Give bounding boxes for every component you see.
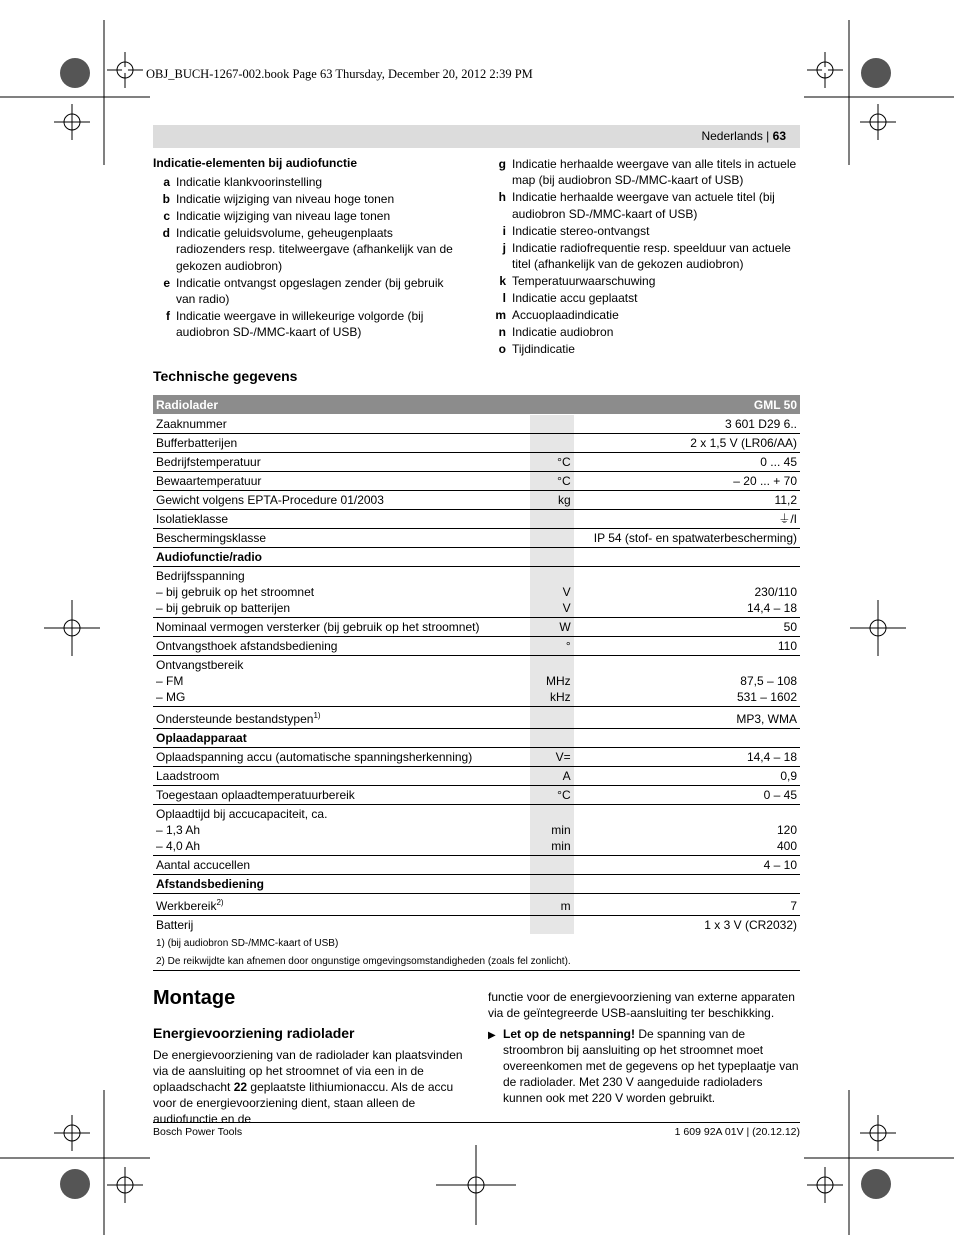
row-unit <box>530 875 574 894</box>
indicator-text: Indicatie wijziging van niveau lage tonen <box>176 208 391 223</box>
row-value: 1 x 3 V (CR2032) <box>704 918 797 932</box>
row-label-text: Audiofunctie/radio <box>156 550 262 564</box>
row-sub-unit: min <box>551 839 571 853</box>
footnote-text: 2) De reikwijdte kan afnemen door ongunstige omgevingsomstandigheden (zoals fel zonlicht). <box>153 952 800 971</box>
row-label-text: Bewaartemperatuur <box>156 474 262 488</box>
row-label-text: Ontvangsthoek afstandsbediening <box>156 639 338 653</box>
table-row <box>153 434 800 453</box>
tech-data-title: Technische gegevens <box>153 368 298 384</box>
table-section-row <box>153 548 800 567</box>
table-row <box>153 767 800 786</box>
footer-left: Bosch Power Tools <box>153 1126 243 1138</box>
header-language: Nederlands | 63 <box>701 129 786 143</box>
row-sub-label: – bij gebruik op batterijen <box>156 601 291 615</box>
indicator-text: Accuoplaadindicatie <box>512 307 619 322</box>
header-unit <box>530 395 574 415</box>
row-value: 110 <box>574 637 800 656</box>
footnote-text: 1) (bij audiobron SD-/MMC-kaart of USB) <box>156 938 339 949</box>
row-unit <box>530 567 574 618</box>
row-label <box>153 916 530 935</box>
row-sub-label: – 1,3 Ah <box>156 823 201 837</box>
row-group-label: Ontvangstbereik <box>156 658 244 672</box>
row-label-text: Laadstroom <box>156 769 220 783</box>
row-label-text: Isolatieklasse <box>156 512 229 526</box>
row-unit <box>530 548 574 567</box>
indicator-key: b <box>162 191 170 206</box>
row-value: 0 – 45 <box>574 786 800 805</box>
row-value: 2 x 1,5 V (LR06/AA) <box>574 434 800 453</box>
footer-rule <box>153 1122 800 1123</box>
indicator-item <box>145 208 465 224</box>
page-number: 63 <box>772 129 786 143</box>
energy-supply-paragraph: De energievoorziening van de radiolader kan plaatsvinden via de aansluiting op het stroomnet of via een in de oplaadschacht 22 geplaatste lithiumionaccu. Als de accu voor de energievoorziening dient, staan alleen de audiofunctie en de <box>153 1048 463 1126</box>
row-label-text: Ondersteunde bestandstypen <box>156 712 314 726</box>
row-sub-value: 400 <box>776 839 797 853</box>
row-label-text: Nominaal vermogen versterker (bij gebruik op het stroomnet) <box>156 620 480 634</box>
row-unit <box>530 529 574 548</box>
indicator-item <box>481 156 801 189</box>
row-unit <box>530 434 574 453</box>
row-label <box>153 656 530 707</box>
row-sub-label: – FM <box>156 674 184 688</box>
row-label <box>153 453 530 472</box>
row-label <box>153 767 530 786</box>
energy-supply-paragraph-cont: functie voor de energievoorziening van externe apparaten via de geïntegreerde USB-aansluiting ter beschikking. <box>488 990 795 1020</box>
table-row <box>153 856 800 875</box>
row-label <box>153 415 530 434</box>
header-value: GML 50 <box>574 395 800 415</box>
row-label <box>153 618 530 637</box>
row-unit: ° <box>530 637 574 656</box>
indicator-item <box>481 273 801 289</box>
footer-right: 1 609 92A 01V | (20.12.12) <box>674 1126 800 1138</box>
table-row <box>153 472 800 491</box>
indicator-text: Indicatie wijziging van niveau hoge tonen <box>176 191 395 206</box>
row-sub-value: 230/110 <box>754 585 797 599</box>
row-label <box>153 637 530 656</box>
table-footnote <box>153 934 800 952</box>
footnote-ref: 2) <box>216 898 224 907</box>
row-sub-label: – 4,0 Ah <box>156 839 201 853</box>
row-unit: W <box>530 618 574 637</box>
row-label <box>153 786 530 805</box>
indicator-item <box>481 223 801 239</box>
row-label <box>153 707 530 729</box>
row-sub-unit: MHz <box>545 674 571 688</box>
indicator-text: Indicatie ontvangst opgeslagen zender (bij gebruik van radio) <box>176 275 444 306</box>
indicator-key: n <box>498 324 506 339</box>
row-value: IP 54 (stof- en spatwaterbescherming) <box>574 529 800 548</box>
row-label <box>153 805 530 856</box>
indicator-key: l <box>502 290 506 305</box>
row-label-text: Bedrijfstemperatuur <box>156 455 261 469</box>
row-label <box>153 510 530 529</box>
row-value: MP3, WMA <box>574 707 800 729</box>
bullet-arrow-icon: ▶ <box>488 1030 496 1041</box>
indicator-item <box>145 308 465 341</box>
indicator-item <box>145 174 465 190</box>
row-label-text: Bufferbatterijen <box>156 436 238 450</box>
row-value: 14,4 – 18 <box>574 748 800 767</box>
table-row <box>153 618 800 637</box>
indicator-key: c <box>163 208 170 223</box>
row-sub-unit: kHz <box>549 690 571 704</box>
indicator-item <box>481 341 801 357</box>
row-unit <box>530 707 574 729</box>
row-value <box>574 656 800 707</box>
row-unit <box>530 805 574 856</box>
row-value: 0 ... 45 <box>574 453 800 472</box>
indicator-text: Tijdindicatie <box>512 341 575 356</box>
table-row <box>153 786 800 805</box>
row-label <box>153 472 530 491</box>
table-row <box>153 510 800 529</box>
indicator-text: Indicatie geluidsvolume, geheugenplaats radiozenders resp. titelweergave (afhankelijk van de gekozen audiobron) <box>176 225 453 273</box>
row-value <box>574 548 800 567</box>
indicator-item <box>481 240 801 273</box>
row-value <box>574 567 800 618</box>
row-group-label: Oplaadtijd bij accucapaciteit, ca. <box>156 807 328 821</box>
indicator-key: f <box>166 308 170 323</box>
montage-title: Montage <box>153 987 236 1009</box>
table-row <box>153 529 800 548</box>
row-sub-value: 531 – 1602 <box>736 690 797 704</box>
row-unit: kg <box>530 491 574 510</box>
row-value: 4 – 10 <box>574 856 800 875</box>
tech-data-table <box>153 395 800 971</box>
indicator-text: Indicatie klankvoorinstelling <box>176 175 323 189</box>
row-sub-unit: min <box>551 823 571 837</box>
indicator-item <box>481 324 801 340</box>
indicator-text: Indicatie audiobron <box>512 324 614 339</box>
table-footnote <box>153 952 800 971</box>
row-sub-label: – MG <box>156 690 186 704</box>
page-header-bar <box>153 125 800 148</box>
row-unit: °C <box>530 453 574 472</box>
energy-supply-title: Energievoorziening radiolader <box>153 1025 355 1041</box>
row-label-text: Oplaadapparaat <box>156 731 247 745</box>
row-label-text: Toegestaan oplaadtemperatuurbereik <box>156 788 355 802</box>
indicator-key: e <box>163 275 170 290</box>
table-section-row <box>153 875 800 894</box>
row-label <box>153 548 530 567</box>
row-label-text: Gewicht volgens EPTA-Procedure 01/2003 <box>156 493 384 507</box>
row-value: – 20 ... + 70 <box>574 472 800 491</box>
indicator-item <box>481 307 801 323</box>
row-value: 7 <box>574 894 800 916</box>
indicators-title: Indicatie-elementen bij audiofunctie <box>153 156 358 170</box>
table-row <box>153 567 800 618</box>
row-unit: °C <box>530 786 574 805</box>
indicator-text: Indicatie accu geplaatst <box>512 290 638 305</box>
indicator-text: Indicatie weergave in willekeurige volgorde (bij audiobron SD-/MMC-kaart of USB) <box>176 308 424 340</box>
indicator-item <box>481 290 801 306</box>
row-unit <box>530 916 574 935</box>
row-value: ⏚/I <box>574 510 800 529</box>
indicator-key: a <box>163 175 170 189</box>
row-label-text: Zaaknummer <box>156 417 227 431</box>
book-info-line: OBJ_BUCH-1267-002.book Page 63 Thursday, December 20, 2012 2:39 PM <box>146 67 533 81</box>
indicator-text: Indicatie herhaalde weergave van actuele titel (bij audiobron SD-/MMC-kaart of USB) <box>512 190 775 221</box>
indicator-key: o <box>498 341 506 356</box>
row-sub-value: 14,4 – 18 <box>746 601 797 615</box>
row-label <box>153 875 530 894</box>
row-label-text: Aantal accucellen <box>156 858 251 872</box>
row-value <box>574 729 800 748</box>
indicator-key: m <box>495 307 506 322</box>
row-unit: °C <box>530 472 574 491</box>
indicator-item <box>481 189 801 222</box>
indicator-text: Temperatuurwaarschuwing <box>512 273 656 288</box>
table-row <box>153 491 800 510</box>
table-row <box>153 916 800 935</box>
indicator-item <box>145 225 465 274</box>
row-label <box>153 529 530 548</box>
table-row <box>153 748 800 767</box>
indicator-key: k <box>499 273 506 288</box>
row-unit <box>530 656 574 707</box>
indicators-list-left <box>145 174 465 341</box>
mains-voltage-warning: ▶ Let op de netspanning! De spanning van de stroombron bij aansluiting op het stroomnet moet overeenkomen met de gegevens op het typeplaatje van de radiolader. Met 230 V aangeduide radioladers kunnen ook met 220 V worden gebruikt. <box>488 1027 799 1105</box>
indicator-key: g <box>498 157 506 171</box>
table-header-row <box>153 395 800 415</box>
indicator-key: i <box>502 223 506 238</box>
row-label <box>153 748 530 767</box>
row-label <box>153 729 530 748</box>
row-unit: V= <box>530 748 574 767</box>
row-sub-unit: V <box>562 585 571 599</box>
row-unit <box>530 729 574 748</box>
row-sub-unit: V <box>562 601 571 615</box>
row-label-text: Beschermingsklasse <box>156 531 267 545</box>
row-sub-value: 120 <box>776 823 797 837</box>
table-row <box>153 637 800 656</box>
row-label-text: Werkbereik <box>156 899 217 913</box>
indicator-text: Indicatie stereo-ontvangst <box>512 223 650 238</box>
table-row <box>153 415 800 434</box>
row-value: 3 601 D29 6.. <box>574 415 800 434</box>
table-row <box>153 707 800 729</box>
header-label: Radiolader <box>153 395 530 415</box>
row-value <box>574 805 800 856</box>
row-value <box>574 875 800 894</box>
indicator-key: d <box>162 225 170 240</box>
row-label <box>153 567 530 618</box>
table-row <box>153 894 800 916</box>
row-sub-value: 87,5 – 108 <box>740 674 797 688</box>
row-sub-label: – bij gebruik op het stroomnet <box>156 585 315 599</box>
footnote-ref: 1) <box>313 711 321 720</box>
row-label <box>153 894 530 916</box>
row-label <box>153 491 530 510</box>
row-value: 50 <box>574 618 800 637</box>
indicator-text: Indicatie radiofrequentie resp. speelduur van actuele titel (afhankelijk van de gekozen audiobron) <box>512 240 791 271</box>
table-row <box>153 453 800 472</box>
row-group-label: Bedrijfsspanning <box>156 569 245 583</box>
row-unit <box>530 856 574 875</box>
row-label-text: Batterij <box>156 918 194 932</box>
row-unit: m <box>530 894 574 916</box>
row-value: 0,9 <box>574 767 800 786</box>
indicator-text: Indicatie herhaalde weergave van alle titels in actuele map (bij audiobron SD-/MMC-kaart of USB) <box>512 157 797 188</box>
indicator-item <box>145 191 465 207</box>
row-label <box>153 856 530 875</box>
row-label <box>153 434 530 453</box>
indicator-key: h <box>498 190 506 205</box>
table-section-row <box>153 729 800 748</box>
row-value: 11,2 <box>574 491 800 510</box>
table-row <box>153 656 800 707</box>
row-unit: A <box>530 767 574 786</box>
row-unit <box>530 510 574 529</box>
table-row <box>153 805 800 856</box>
row-label-text: Oplaadspanning accu (automatische spanningsherkenning) <box>156 750 473 764</box>
row-label-text: Afstandsbediening <box>156 877 265 891</box>
indicator-key: j <box>502 240 506 255</box>
indicators-list-right <box>481 156 801 358</box>
row-unit <box>530 415 574 434</box>
indicator-item <box>145 275 465 308</box>
